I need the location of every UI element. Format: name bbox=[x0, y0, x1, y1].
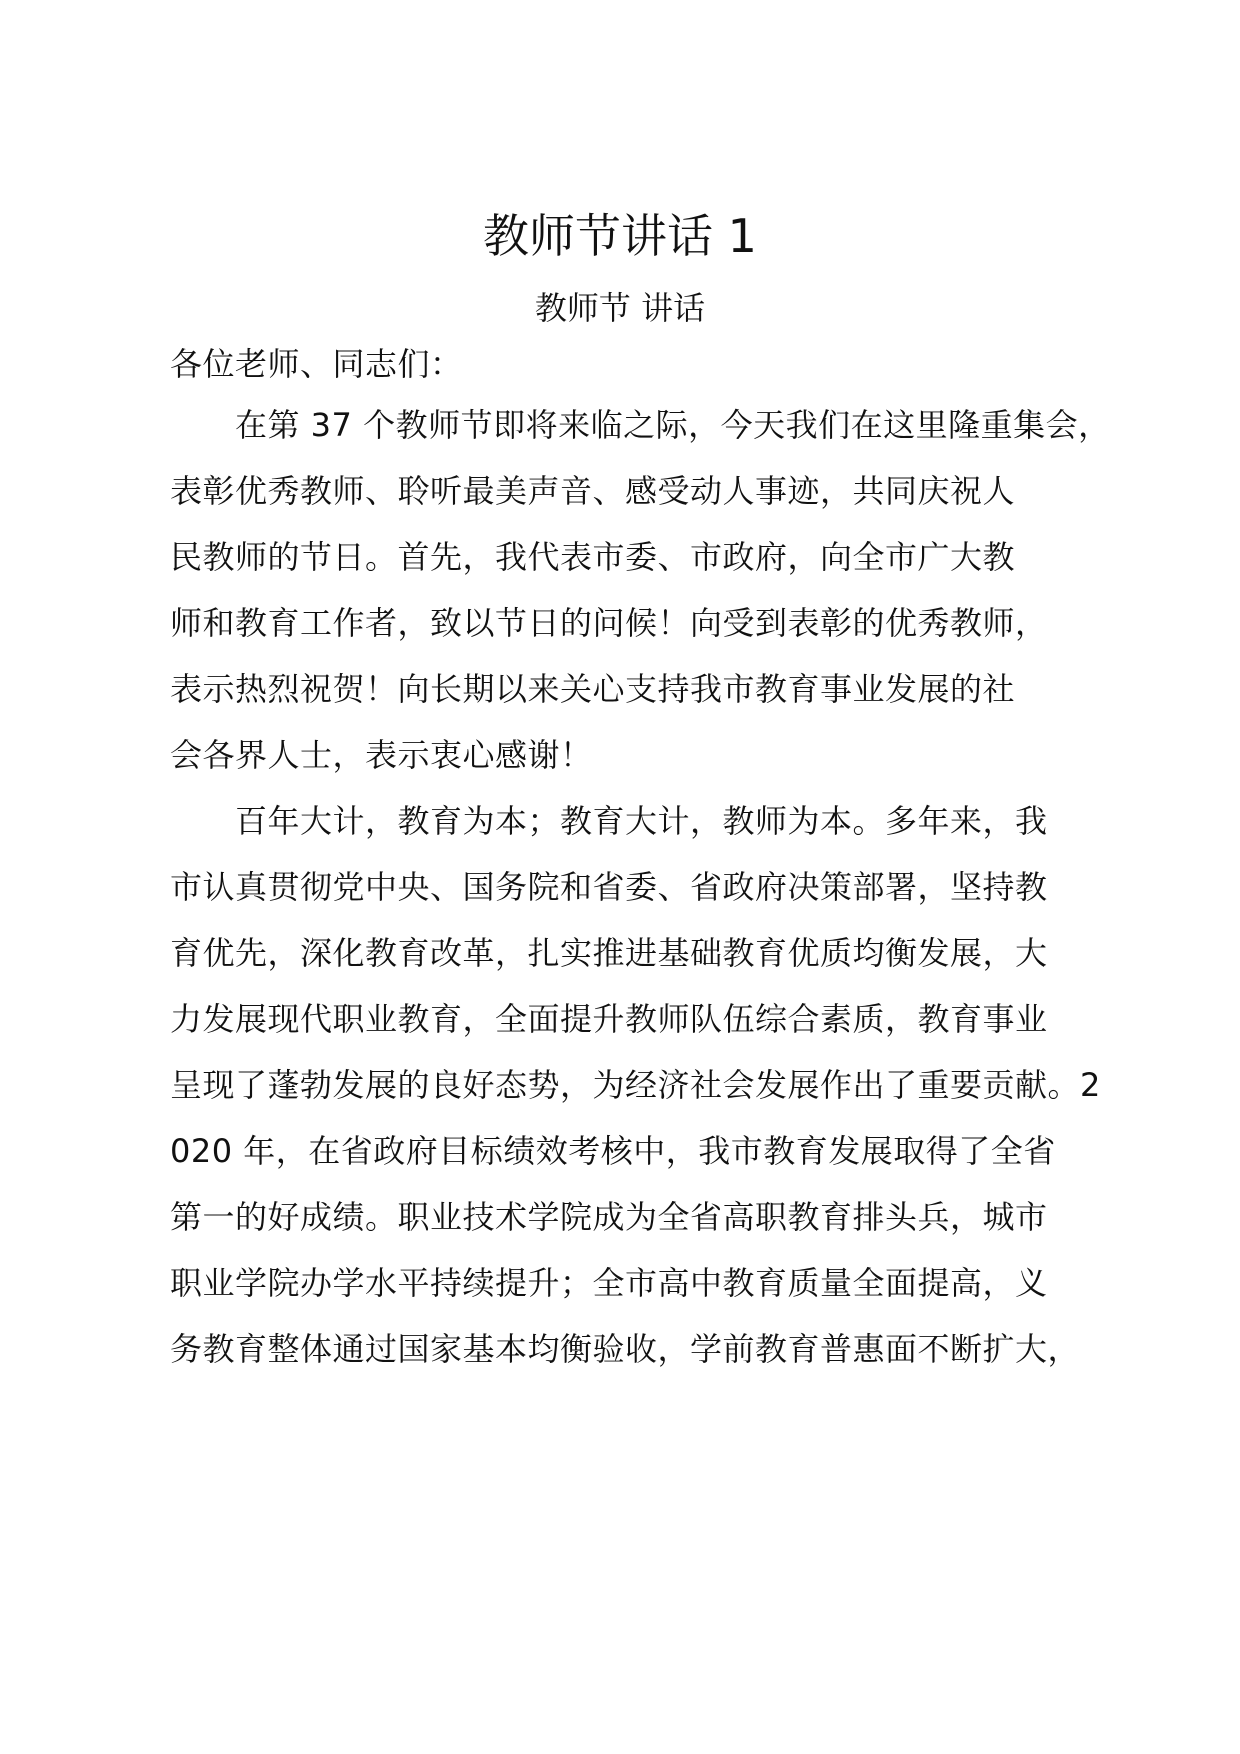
document-subtitle: 教师节 讲话 bbox=[534, 289, 706, 327]
greeting-line: 各位老师、同志们： bbox=[170, 345, 463, 383]
text-line: 表彰优秀教师、聆听最美声音、感受动人事迹，共同庆祝人 bbox=[170, 472, 1016, 510]
text-line: 力发展现代职业教育，全面提升教师队伍综合素质，教育事业 bbox=[170, 1000, 1048, 1038]
text-line: 在第 37 个教师节即将来临之际，今天我们在这里隆重集会， bbox=[170, 406, 1111, 444]
text-line: 020 年，在省政府目标绩效考核中，我市教育发展取得了全省 bbox=[170, 1132, 1056, 1170]
text-line: 职业学院办学水平持续提升；全市高中教育质量全面提高，义 bbox=[170, 1264, 1048, 1302]
text-line: 表示热烈祝贺！向长期以来关心支持我市教育事业发展的社 bbox=[170, 670, 1016, 708]
text-line: 呈现了蓬勃发展的良好态势，为经济社会发展作出了重要贡献。2 bbox=[170, 1066, 1101, 1104]
text-line: 市认真贯彻党中央、国务院和省委、省政府决策部署，坚持教 bbox=[170, 868, 1048, 906]
text-line: 百年大计，教育为本；教育大计，教师为本。多年来，我 bbox=[170, 802, 1048, 840]
text-line: 第一的好成绩。职业技术学院成为全省高职教育排头兵，城市 bbox=[170, 1198, 1048, 1236]
text-line: 育优先，深化教育改革，扎实推进基础教育优质均衡发展，大 bbox=[170, 934, 1048, 972]
text-line: 师和教育工作者，致以节日的问候！向受到表彰的优秀教师， bbox=[170, 604, 1048, 642]
text-line: 务教育整体通过国家基本均衡验收，学前教育普惠面不断扩大， bbox=[170, 1330, 1081, 1368]
text-line: 民教师的节日。首先，我代表市委、市政府，向全市广大教 bbox=[170, 538, 1016, 576]
text-line: 会各界人士，表示衷心感谢！ bbox=[170, 736, 593, 774]
document-title: 教师节讲话 1 bbox=[483, 209, 757, 263]
document-body bbox=[170, 336, 1111, 1382]
